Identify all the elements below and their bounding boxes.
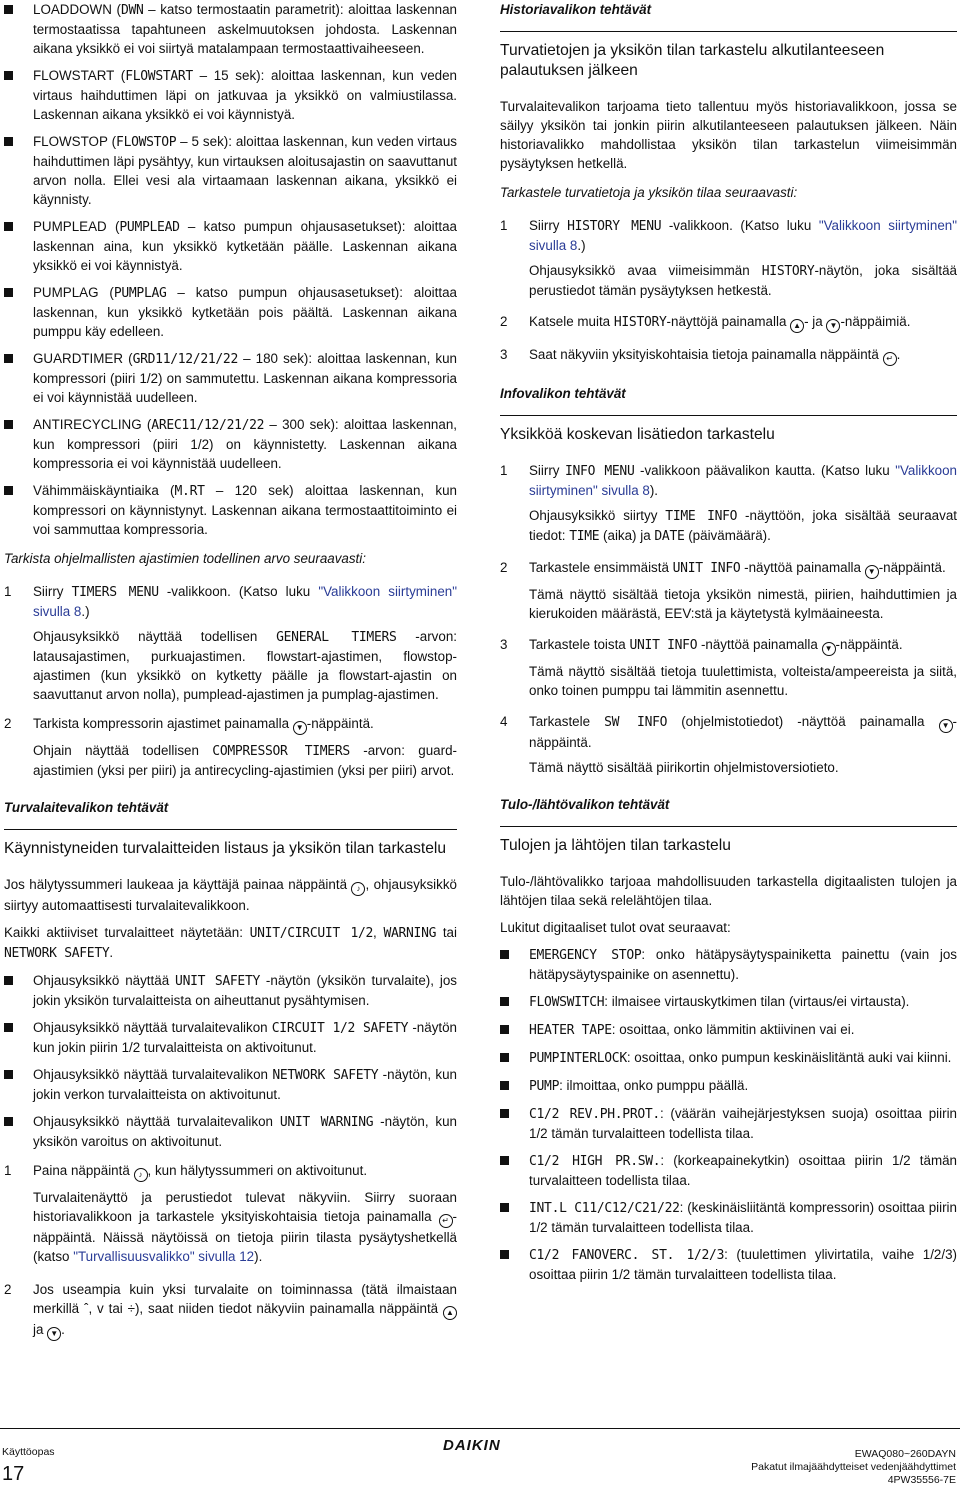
input-description: : (korkeapainekytkin) osoittaa piirin 1/2 tämän turvalaitteen todellista tilaa. <box>529 1153 957 1188</box>
step-number: 1 <box>4 1163 12 1178</box>
timer-description: – 5 sek): aloittaa laskennan, kun veden virtaus haihduttimen läpi pysähtyy, kun virtauksen aloitusajastin on saavuttanut arvon nolla. Ellei vesi ala virtaamaan laskennan aikana, yksikkö ei käynnisty. <box>33 134 458 207</box>
bullet-text: -näytön kun jokin piirin 1/2 turvalaitteista on aktivoitunut. <box>33 1020 458 1055</box>
safety-bullet <box>4 1065 457 1104</box>
bullet-square-icon <box>500 997 509 1006</box>
step-detail: Ohjausyksikkö avaa viimeisimmän HISTORY-näytön, joka sisältää perustiedot tämän pysäytyksen hetkestä. <box>529 263 958 298</box>
enter-key-icon: ↵ <box>439 1214 453 1228</box>
bullet-square-icon <box>4 354 13 363</box>
history-section-title: Historiavalikon tehtävät <box>500 2 652 17</box>
bullet-text: Ohjausyksikkö näyttää turvalaitevalikon <box>33 1020 272 1035</box>
input-code: HEATER TAPE <box>529 1023 612 1038</box>
input-code: PUMP <box>529 1079 560 1094</box>
info-step-3: 3 Tarkastele toista UNIT INFO -näyttöä painamalla ▼ -näppäintä. Tämä näyttö sisältää tietoja tuulettimista, volteista/ampeereista ja siitä, onko toinen pumppu tai lämmitin asennettu. <box>500 637 957 698</box>
bullet-square-icon <box>4 1070 13 1079</box>
timer-description: – katso pumpun ohjausasetukset): aloittaa laskennan, kun yksikkö kytketään pois päältä. Laskennan aikana pumppu käy edelleen. <box>33 285 457 339</box>
history-step-2: 2 Katsele muita HISTORY-näyttöjä painamalla ▲ - ja ▼ -näppäimiä. <box>500 312 957 333</box>
bullet-square-icon <box>4 1117 13 1126</box>
info-section-title: Infovalikon tehtävät <box>500 386 626 401</box>
timer-bullet <box>4 0 457 58</box>
menu-code: TIMERS MENU <box>71 585 159 600</box>
step-number: 3 <box>500 637 508 652</box>
bullet-square-icon <box>4 420 13 429</box>
info-section-heading: Yksikköä koskevan lisätiedon tarkastelu <box>500 415 957 445</box>
bullet-square-icon <box>500 1109 509 1118</box>
bullet-text: Ohjausyksikkö näyttää turvalaitevalikon <box>33 1114 280 1129</box>
safety-bullet <box>4 1112 457 1151</box>
link-safety-menu[interactable]: "Turvallisuusvalikko" sivulla 12 <box>73 1249 255 1264</box>
info-step-4: 4 Tarkastele SW INFO (ohjelmistotiedot) -näyttöä painamalla ▼ -näppäintä. Tämä näyttö sisältää piirikortin ohjelmistoversiotieto. <box>500 714 958 775</box>
timer-code: FLOWSTOP <box>116 135 177 150</box>
timers-intro: Tarkista ohjelmallisten ajastimien todellinen arvo seuraavasti: <box>4 551 366 566</box>
footer-product-info <box>751 1448 956 1487</box>
input-code: C1/2 HIGH PR.SW. <box>529 1154 661 1169</box>
enter-key-icon: ↵ <box>883 352 897 366</box>
input-description: : ilmoittaa, onko pumppu päällä. <box>559 1078 749 1093</box>
footer-doc-code: 4PW35556-7E <box>887 1474 956 1486</box>
daikin-logo: DAIKIN <box>443 1437 501 1454</box>
link-menu-navigation[interactable]: "Valikkoon siirtyminen" sivulla 8 <box>529 463 958 498</box>
io-paragraph-1: Tulo-/lähtövalikko tarjoaa mahdollisuuden tarkastella digitaalisten tulojen ja lähtöjen tilaa sekä relelähtöjen tilaa. <box>500 874 957 908</box>
timer-bullet <box>4 481 457 539</box>
io-bullet <box>500 1076 957 1096</box>
io-section-heading: Tulojen ja lähtöjen tilan tarkastelu <box>500 826 957 856</box>
io-bullet <box>500 1048 957 1068</box>
safety-section-title: Turvalaitevalikon tehtävät <box>4 800 169 815</box>
timer-description: – 120 sek) aloittaa laskennan, kun kompressori on käynnistynyt. Laskennan aikana termostaattitoiminto ei voi sammuttaa kompressoria. <box>33 483 458 537</box>
timer-name: PUMPLEAD ( <box>33 219 120 234</box>
info-step-2: 2 Tarkastele ensimmäistä UNIT INFO -näyttöä painamalla ▼ -näppäintä. Tämä näyttö sisältää tietoja yksikön nimestä, piirien, haihduttimien ja kierukoiden määrästä, EEV:stä ja käytetystä kylmäaineesta. <box>500 560 957 621</box>
bullet-square-icon <box>500 1025 509 1034</box>
timer-bullet <box>4 66 457 124</box>
io-bullet <box>500 992 957 1012</box>
step-number: 2 <box>4 716 12 731</box>
timers-step-2: 2 Tarkista kompressorin ajastimet painamalla ▼ -näppäintä. Ohjain näyttää todellisen COMPRESSOR TIMERS -arvon: guard-ajastimien (yksi per piiri) ja antirecycling-ajastimien (yksi per piiri) arvot. <box>4 716 457 778</box>
page-number: 17 <box>2 1463 25 1485</box>
bullet-square-icon <box>500 1156 509 1165</box>
timer-description: – 300 sek): aloittaa laskennan, kun kompressori (piiri 1/2) on käynnistetty. Laskennan aikana kompressoria ei voi käynnistää uudelleen. <box>33 417 457 471</box>
timer-name: LOADDOWN ( <box>33 2 121 17</box>
safety-step-2: 2 Jos useampia kuin yksi turvalaite on toiminnassa (tätä ilmaistaan merkillä ˆ, v tai ÷), saat niiden tiedot näkyviin painamalla näppäintä ▲ ja ▼ . <box>4 1280 457 1341</box>
safety-section-heading: Käynnistyneiden turvalaitteiden listaus ja yksikön tilan tarkastelu <box>4 829 457 859</box>
input-code: EMERGENCY STOP <box>529 948 642 963</box>
input-description: : ilmaisee virtauskytkimen tilan (virtaus/ei virtausta). <box>604 994 910 1009</box>
timer-name: FLOWSTART ( <box>33 68 126 83</box>
link-menu-navigation[interactable]: "Valikkoon siirtyminen" sivulla 8 <box>33 584 457 619</box>
bullet-square-icon <box>4 137 13 146</box>
input-description: : (keskinäisliitäntä kompressorin) osoittaa piirin 1/2 tämän turvalaitteen todellista tilaa. <box>529 1200 957 1235</box>
step-number: 3 <box>500 347 508 362</box>
step-detail: Tämä näyttö sisältää tietoja tuulettimista, volteista/ampeereista ja siitä, onko toinen pumppu tai lämmitin asennettu. <box>529 664 957 698</box>
up-key-icon: ▲ <box>443 1306 457 1320</box>
bullet-text: Ohjausyksikkö näyttää <box>33 973 176 988</box>
down-key-icon: ▼ <box>47 1327 61 1341</box>
screen-code: UNIT WARNING <box>279 1115 374 1130</box>
input-description: : onko hätäpysäytyspainiketta painettu (vain jos hätäpysäytyspainike on asennettu). <box>529 947 957 982</box>
step-number: 2 <box>500 314 508 329</box>
timer-code: DWN <box>120 3 144 18</box>
link-menu-navigation[interactable]: "Valikkoon siirtyminen" sivulla 8 <box>529 218 958 253</box>
bullet-square-icon <box>500 1203 509 1212</box>
io-paragraph-2: Lukitut digitaaliset tulot ovat seuraavat: <box>500 920 731 935</box>
up-key-icon: ▲ <box>790 319 804 333</box>
bullet-text: -näytön, kun jokin verkon turvalaitteista on aktivoitunut. <box>33 1067 457 1102</box>
bullet-square-icon <box>500 1250 509 1259</box>
input-code: PUMPINTERLOCK <box>529 1051 627 1066</box>
bullet-square-icon <box>500 1053 509 1062</box>
bell-key-icon: ♪ <box>134 1168 148 1182</box>
bullet-text: -näytön, kun yksikön varoitus on aktivoitunut. <box>33 1114 457 1149</box>
step-detail: Tämä näyttö sisältää tietoja yksikön nimestä, piirien, haihduttimien ja kierukoiden määrästä, EEV:stä ja käytetystä kylmäaineesta. <box>529 587 957 621</box>
bullet-square-icon <box>4 71 13 80</box>
timer-description: – katso termostaatin parametrit): aloittaa laskennan termostaatissa tapahtuneen askelmuutoksen johdosta. Laskennan aikana yksikkö ei voi siirtyä matalampaan termostaattivaiheeseen. <box>33 2 457 56</box>
io-section-title: Tulo-/lähtövalikon tehtävät <box>500 797 670 812</box>
screen-code: NETWORK SAFETY <box>272 1068 379 1083</box>
io-bullet <box>500 1198 957 1237</box>
bullet-square-icon <box>4 976 13 985</box>
timer-bullet <box>4 217 457 275</box>
timer-description: – 180 sek): aloittaa laskennan, kun kompressori (piiri 1/2) on sammutettu. Laskennan aikana kompressoria ei voi käynnistää uudelleen. <box>33 351 457 405</box>
input-description: : osoittaa, onko pumpun keskinäislitäntä auki vai kiinni. <box>626 1050 952 1065</box>
timer-name: FLOWSTOP ( <box>33 134 117 149</box>
safety-paragraph-1: Jos hälytyssummeri laukeaa ja käyttäjä painaa näppäintä ♪ , ohjausyksikkö siirtyy automaattisesti turvalaitevalikkoon. <box>4 877 457 913</box>
bullet-square-icon <box>500 1081 509 1090</box>
step-number: 4 <box>500 714 508 729</box>
bullet-square-icon <box>4 222 13 231</box>
footer-doc-type: Käyttöopas <box>2 1446 55 1458</box>
history-step-1: 1 Siirry HISTORY MENU -valikkoon. (Katso luku "Valikkoon siirtyminen" sivulla 8.) Ohjausyksikkö avaa viimeisimmän HISTORY-näytön, joka sisältää perustiedot tämän pysäytyksen hetkestä. <box>500 218 958 298</box>
history-section-heading: Turvatietojen ja yksikön tilan tarkastelu alkutilanteeseen palautuksen jälkeen <box>500 31 957 81</box>
bullet-square-icon <box>4 288 13 297</box>
timer-code: M.RT <box>174 484 205 499</box>
input-description: : (väärän vaihejärjestyksen suoja) osoittaa piirin 1/2 tämän turvalaitteen todellista tilaa. <box>529 1106 957 1141</box>
down-key-icon: ▼ <box>293 721 307 735</box>
step-number: 1 <box>4 584 12 599</box>
safety-bullet <box>4 971 457 1010</box>
io-bullet <box>500 1104 957 1143</box>
step-detail: Tämä näyttö sisältää piirikortin ohjelmistoversiotieto. <box>529 760 839 775</box>
bell-key-icon: ♪ <box>351 882 365 896</box>
input-code: FLOWSWITCH <box>529 995 605 1010</box>
timer-name: PUMPLAG ( <box>33 285 114 300</box>
footer-description: Pakatut ilmajäähdytteiset vedenjäähdyttimet <box>751 1461 956 1473</box>
input-description: : (tuulettimen ylivirtatila, vaihe 1/2/3) osoittaa piirin 1/2 tämän turvalaitteen todellista tilaa. <box>529 1247 957 1282</box>
bullet-text: -näytön (yksikön turvalaite), jos jokin yksikön turvalaitteista on aiheuttanut pysähtymisen. <box>33 973 457 1008</box>
timer-code: FLOWSTART <box>125 69 193 84</box>
down-key-icon: ▼ <box>822 642 836 656</box>
step-detail: Ohjausyksikkö näyttää todellisen GENERAL TIMERS -arvon: latausajastimen, purkuajastimen. flowstart-ajastimen, flowstop-ajastimen (kun yksikkö on kytketty päälle ja flowstart-ajastin on saavuttanut arvon nolla), pumplead-ajastimen ja pumplag-ajastimen. <box>33 629 457 702</box>
step-number: 1 <box>500 463 508 478</box>
left-column <box>4 0 457 1349</box>
timer-name: Vähimmäiskäyntiaika ( <box>33 483 175 498</box>
step-detail: Turvalaitenäyttö ja perustiedot tulevat näkyviin. Siirry suoraan historiavalikkoon ja tarkastele yksityiskohtaisia tietoja painamalla ↵ -näppäintä. Näissä näytöissä on tietoja piirin tilasta pysäytyshetkellä (katso "Turvallisuusvalikko" sivulla 12). <box>33 1190 457 1264</box>
screen-code: UNIT SAFETY <box>175 974 261 989</box>
history-paragraph: Turvalaitevalikon tarjoama tieto tallentuu myös historiavalikkoon, jossa se säilyy yksikön tai jonkin piirin alkutilanteeseen palautuksen jälkeen. Näin historiavalikko mahdollistaa yksikön tilan tarkastelun viimeisimmän pysäytyksen hetkellä. <box>500 99 957 171</box>
down-key-icon: ▼ <box>826 319 840 333</box>
timer-code: PUMPLAG <box>113 286 167 301</box>
right-column <box>500 0 957 1292</box>
step-number: 2 <box>500 560 508 575</box>
timers-step-1: 1 Siirry TIMERS MENU -valikkoon. (Katso luku "Valikkoon siirtyminen" sivulla 8.) Ohjausyksikkö näyttää todellisen GENERAL TIMERS -arvon: latausajastimen, purkuajastimen. flowstart-ajastimen, flowstop-ajastimen (kun yksikkö on kytketty päälle ja flowstart-ajastin on saavuttanut arvon nolla), pumplead-ajastimen ja pumplag-ajastimen. <box>4 584 457 702</box>
footer-model: EWAQ080~260DAYN <box>854 1448 956 1460</box>
safety-paragraph-2: Kaikki aktiiviset turvalaitteet näytetään: UNIT/CIRCUIT 1/2, WARNING tai NETWORK SAFETY. <box>4 925 457 961</box>
bullet-square-icon <box>4 5 13 14</box>
io-bullet <box>500 1151 957 1190</box>
timer-description: – 15 sek): aloittaa laskennan, kun veden virtaus haihduttimen läpi on jatkuvaa ja yksikkö on valmiustilassa. Laskennan aikana yksikkö ei voi käynnistyä. <box>33 68 457 122</box>
down-key-icon: ▼ <box>939 719 953 733</box>
bullet-square-icon <box>500 950 509 959</box>
step-number: 1 <box>500 218 508 233</box>
input-code: INT.L C11/C12/C21/22 <box>529 1201 680 1216</box>
bullet-square-icon <box>4 486 13 495</box>
timer-bullet <box>4 132 457 209</box>
step-number: 2 <box>4 1282 12 1297</box>
safety-bullet <box>4 1018 457 1057</box>
history-step-3: 3 Saat näkyviin yksityiskohtaisia tietoja painamalla näppäintä ↵ . <box>500 345 957 366</box>
timer-name: GUARDTIMER ( <box>33 351 133 366</box>
timer-code: GRD11/12/21/22 <box>132 352 238 367</box>
io-bullet <box>500 945 957 984</box>
timer-bullet <box>4 349 457 407</box>
timer-bullet <box>4 415 457 473</box>
input-code: C1/2 REV.PH.PROT. <box>529 1107 660 1122</box>
down-key-icon: ▼ <box>865 565 879 579</box>
timer-bullet <box>4 283 457 341</box>
history-intro: Tarkastele turvatietoja ja yksikön tilaa seuraavasti: <box>500 185 798 200</box>
bullet-text: Ohjausyksikkö näyttää turvalaitevalikon <box>33 1067 273 1082</box>
timer-name: ANTIRECYCLING ( <box>33 417 152 432</box>
timer-code: PUMPLEAD <box>119 220 180 235</box>
page-footer <box>0 1428 960 1485</box>
info-step-1: 1 Siirry INFO MENU -valikkoon päävalikon kautta. (Katso luku "Valikkoon siirtyminen" sivulla 8). Ohjausyksikkö siirtyy TIME INFO -näyttöön, joka sisältää seuraavat tiedot: TIME (aika) ja DATE (päivämäärä). <box>500 463 958 544</box>
timer-code: AREC11/12/21/22 <box>151 418 265 433</box>
screen-code: CIRCUIT 1/2 SAFETY <box>271 1021 409 1036</box>
step-detail: Ohjain näyttää todellisen COMPRESSOR TIMERS -arvon: guard-ajastimien (yksi per piiri) ja antirecycling-ajastimien (yksi per piiri) arvot. <box>33 743 457 778</box>
step-detail: Ohjausyksikkö siirtyy TIME INFO -näyttöön, joka sisältää seuraavat tiedot: TIME (aika) ja DATE (päivämäärä). <box>529 508 957 544</box>
input-code: C1/2 FANOVERC. ST. 1/2/3 <box>529 1248 725 1263</box>
bullet-square-icon <box>4 1023 13 1032</box>
timer-description: – katso pumpun ohjausasetukset): aloittaa laskennan aina, kun yksikkö kytketään päälle. Laskennan aikana yksikkö ei voi käynnistyä. <box>33 219 457 273</box>
io-bullet <box>500 1020 957 1040</box>
safety-step-1: 1 Paina näppäintä ♪ , kun hälytyssummeri on aktivoitunut. Turvalaitenäyttö ja perustiedot tulevat näkyviin. Siirry suoraan historiavalikkoon ja tarkastele yksityiskohtaisia tietoja painamalla ↵ -näppäintä. Näissä näytöissä on tietoja piirin tilasta pysäytyshetkellä (katso "Turvallisuusvalikko" sivulla 12). <box>4 1163 457 1264</box>
input-description: : osoittaa, onko lämmitin aktiivinen vai ei. <box>611 1022 855 1037</box>
io-bullet <box>500 1245 957 1284</box>
